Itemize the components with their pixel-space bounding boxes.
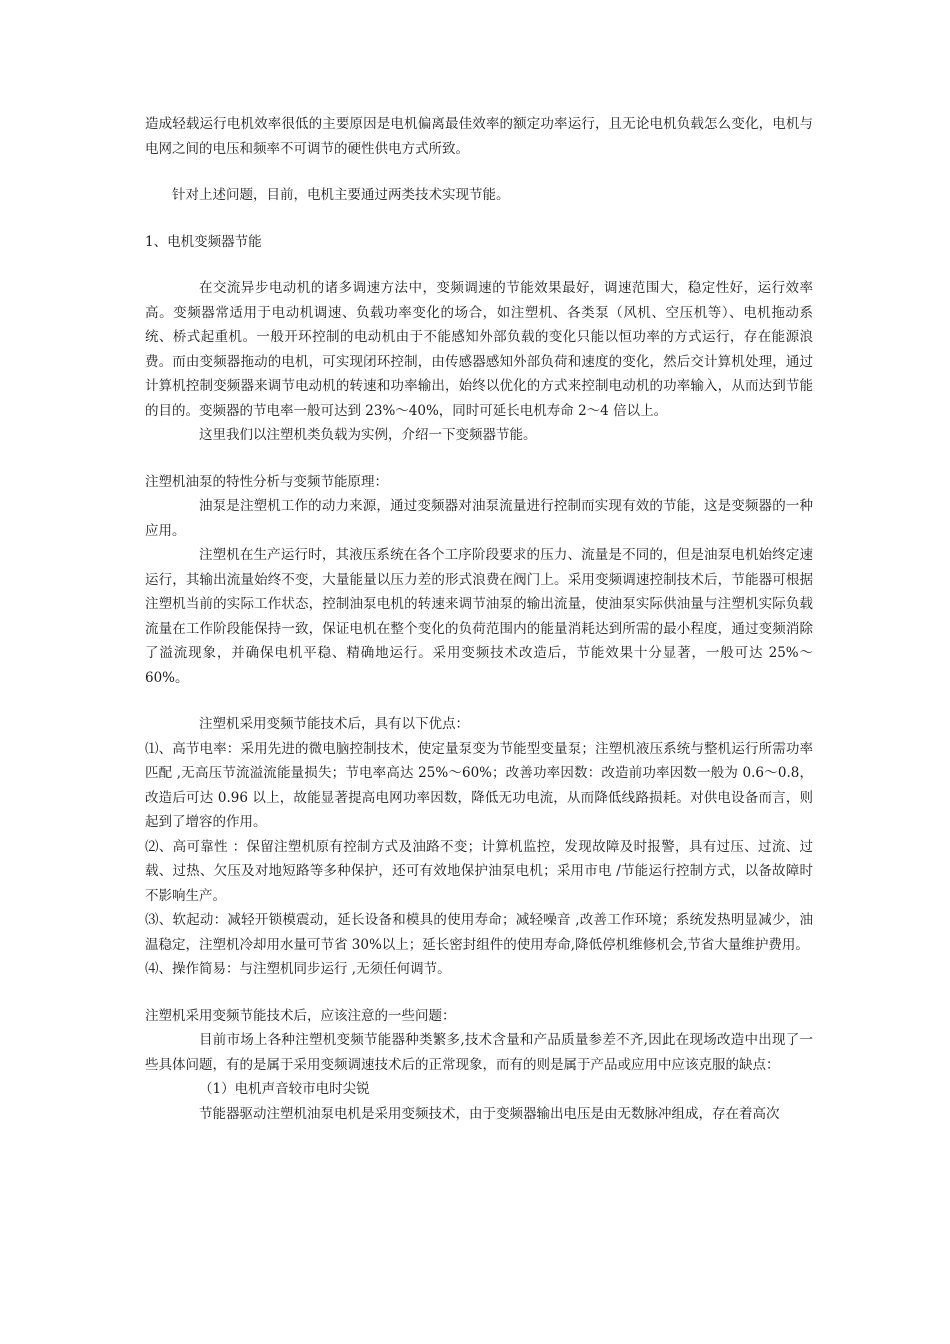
issues-paragraph-1: 目前市场上各种注塑机变频节能器种类繁多,技术含量和产品质量参差不齐,因此在现场改造中出现了一些具体问题，有的是属于采用变频调速技术后的正常现象，而有的则是属于产品或应用中应该克服的缺点： bbox=[145, 1032, 813, 1073]
advantages-intro: 注塑机采用变频节能技术后，具有以下优点： bbox=[199, 716, 469, 732]
document-page bbox=[145, 112, 813, 1126]
section1-paragraph-2: 这里我们以注塑机类负载为实例，介绍一下变频器节能。 bbox=[199, 427, 537, 443]
intro-paragraph-1: 造成轻载运行电机效率很低的主要原因是电机偏离最佳效率的额定功率运行，且无论电机负载怎么变化，电机与电网之间的电压和频率不可调节的硬性供电方式所致。 bbox=[145, 116, 813, 157]
analysis-heading: 注塑机油泵的特性分析与变频节能原理： bbox=[145, 473, 388, 490]
analysis-paragraph-2: 注塑机在生产运行时，其液压系统在各个工序阶段要求的压力、流量是不同的，但是油泵电机始终定速运行，其输出流量始终不变，大量能量以压力差的形式浪费在阀门上。采用变频调速控制技术后，节能器可根据注塑机当前的实际工作状态，控制油泵电机的转速来调节油泵的输出流量，使油泵实际供油量与注塑机实际负载流量在工作阶段能保持一致，保证电机在整个变化的负荷范围内的能量消耗达到所需的最小程度，通过变频消除了溢流现象，并确保电机平稳、精确地运行。采用变频技术改造后，节能效果十分显著，一般可达 25%～60%。 bbox=[145, 547, 813, 686]
section1-paragraph-1: 在交流异步电动机的诸多调速方法中，变频调速的节能效果最好，调速范围大，稳定性好，运行效率高。变频器常适用于电动机调速、负载功率变化的场合，如注塑机、各类泵（风机、空压机等）、电机拖动系统、桥式起重机。一般开环控制的电动机由于不能感知外部负载的变化只能以恒功率的方式运行，存在能源浪费。而由变频器拖动的电机，可实现闭环控制，由传感器感知外部负荷和速度的变化，然后交计算机处理，通过计算机控制变频器来调节电动机的转速和功率输出，始终以优化的方式来控制电动机的功率输入，从而达到节能的目的。变频器的节电率一般可达到 23%～40%，同时可延长电机寿命 2～4 倍以上。 bbox=[145, 280, 813, 419]
advantage-item-3: ⑶、软起动：减轻开锁模震动，延长设备和模具的使用寿命；减轻噪音 ,改善工作环境；系统发热明显减少，油温稳定，注塑机冷却用水量可节省 30%以上；延长密封组件的使用寿命,降低停机维修机会,节省大量维护费用。 bbox=[145, 912, 813, 953]
issues-heading: 注塑机采用变频节能技术后，应该注意的一些问题： bbox=[145, 1007, 456, 1024]
advantage-item-4: ⑷、操作简易：与注塑机同步运行 ,无须任何调节。 bbox=[145, 961, 451, 977]
issue-1-paragraph: 节能器驱动注塑机油泵电机是采用变频技术，由于变频器输出电压是由无数脉冲组成，存在着高次 bbox=[199, 1105, 780, 1122]
advantage-item-1: ⑴、高节电率：采用先进的微电脑控制技术，使定量泵变为节能型变量泵；注塑机液压系统与整机运行所需功率匹配 ,无高压节流溢流能量损失；节电率高达 25%～60%；改善功率因数：改造前功率因数一般为 0.6～0.8，改造后可达 0.96 以上，故能显著提高电网功率因数，降低无功电流，从而降低线路损耗。对供电设备而言，则起到了增容的作用。 bbox=[145, 740, 813, 830]
analysis-paragraph-1: 油泵是注塑机工作的动力来源，通过变频器对油泵流量进行控制而实现有效的节能，这是变频器的一种应用。 bbox=[145, 498, 813, 539]
issue-1-title: （1）电机声音较市电时尖锐 bbox=[199, 1081, 370, 1097]
advantage-item-2: ⑵、高可靠性 ：保留注塑机原有控制方式及油路不变；计算机监控，发现故障及时报警，具有过压、过流、过载、过热、欠压及对地短路等多种保护，还可有效地保护油泵电机；采用市电 /节能运行控制方式，以备故障时不影响生产。 bbox=[145, 838, 813, 904]
section1-heading: 1、电机变频器节能 bbox=[145, 233, 262, 250]
intro-paragraph-2: 针对上述问题，目前，电机主要通过两类技术实现节能。 bbox=[172, 187, 510, 203]
